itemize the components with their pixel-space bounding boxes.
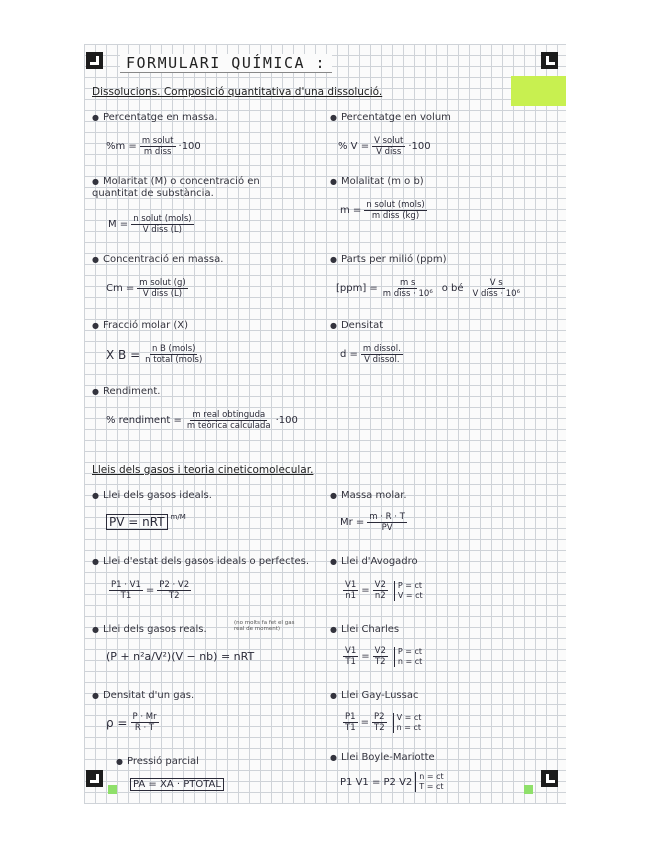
formula-lhs: %m = <box>106 141 137 152</box>
denominator: T2 <box>168 591 180 601</box>
numerator: P2 · V2 <box>159 580 190 590</box>
numerator: n B (mols) <box>151 344 196 354</box>
condition: V = ct <box>397 590 423 600</box>
numerator: m s <box>400 278 416 288</box>
formula-lhs: m = <box>340 205 362 216</box>
denominator: m diss · 10⁶ <box>382 289 433 299</box>
item-gasos-ideals: ● Llei dels gasos ideals. <box>92 490 212 501</box>
formula-concentracio-massa <box>106 278 191 299</box>
numerator: V1 <box>345 646 357 656</box>
numerator: P · Mr <box>132 712 157 722</box>
item-ppm: ● Parts per milió (ppm) <box>330 254 447 265</box>
condition: T = ct <box>419 782 444 791</box>
green-mark <box>108 785 117 794</box>
fraction <box>109 580 143 601</box>
formula-lhs: [ppm] = <box>336 283 378 294</box>
fraction <box>372 712 387 733</box>
formula-equation: P1 V1 = P2 V2 <box>340 776 413 788</box>
corner-marker-icon <box>86 770 103 787</box>
item-concentracio-massa: ● Concentració en massa. <box>92 254 224 265</box>
numerator: m real obtinguda <box>192 410 266 420</box>
fraction <box>185 410 273 431</box>
conditions <box>394 581 423 601</box>
formula-lhs: Cm = <box>106 283 135 294</box>
equals-sign: = <box>361 585 370 596</box>
formula-tail: ·100 <box>178 141 201 152</box>
numerator: P1 · V1 <box>111 580 141 590</box>
formula-estat-gasos <box>106 580 194 601</box>
corner-marker-icon <box>541 52 558 69</box>
item-densitat: ● Densitat <box>330 320 384 331</box>
denominator: R · T <box>134 723 155 733</box>
formula-densitat <box>340 344 406 365</box>
fraction <box>137 278 187 299</box>
formula-tail: ·100 <box>275 415 298 426</box>
item-label: Concentració en massa. <box>102 254 224 265</box>
fraction <box>140 136 176 157</box>
formula-percentatge-volum <box>338 136 431 157</box>
denominator: T2 <box>374 657 386 667</box>
formula-lhs: d = <box>340 349 358 360</box>
item-label: Llei d'Avogadro <box>340 556 418 567</box>
formula-lhs: X B = <box>106 347 141 362</box>
item-label: Massa molar. <box>340 490 407 501</box>
denominator: T1 <box>120 591 132 601</box>
formula-equation: (P + n²a/V²)(V − nb) = nRT <box>106 650 255 663</box>
formula-lhs: Mr = <box>340 517 365 528</box>
numerator: V2 <box>374 646 386 656</box>
numerator: m solut (g) <box>139 278 186 288</box>
condition: n = ct <box>397 656 423 666</box>
denominator: n1 <box>345 591 357 601</box>
fraction <box>343 646 358 667</box>
formula-molaritat <box>108 214 197 235</box>
item-gasos-reals: ● Llei dels gasos reals. <box>92 624 207 635</box>
formula-boyle <box>340 772 444 792</box>
denominator: m teòrica calculada <box>186 421 271 431</box>
item-label: Densitat <box>340 320 384 331</box>
fraction <box>157 580 191 601</box>
denominator: n total (mols) <box>145 355 203 365</box>
denominator: V diss (L) <box>142 225 182 235</box>
item-label: Parts per milió (ppm) <box>340 254 447 265</box>
fraction <box>372 136 405 157</box>
item-label: Llei d'estat dels gasos ideals o perfectes. <box>102 556 310 567</box>
corner-marker-icon <box>541 770 558 787</box>
denominator: PV <box>381 523 393 533</box>
equals-sign: = <box>360 717 369 728</box>
equals-sign: = <box>361 651 370 662</box>
fraction <box>131 214 193 235</box>
section-dissolucions: Dissolucions. Composició quantitativa d'una dissolució. <box>92 86 383 98</box>
condition: V = ct <box>396 712 422 722</box>
item-label: Llei dels gasos reals. <box>102 624 207 635</box>
item-label: Pressió parcial <box>126 756 199 767</box>
formula-tail: ·100 <box>408 141 431 152</box>
item-label: Fracció molar (X) <box>102 320 189 331</box>
item-label: Molaritat (M) o concentració en quantitat de substància. <box>92 176 260 199</box>
item-percentatge-volum: ● Percentatge en volum <box>330 112 451 123</box>
formula-ppm <box>336 278 525 299</box>
formula-lhs: % rendiment = <box>106 415 182 426</box>
item-label: Densitat d'un gas. <box>102 690 195 701</box>
formula-pressio-parcial <box>130 778 224 791</box>
formula-gay-lussac <box>340 712 421 733</box>
item-massa-molar: ● Massa molar. <box>330 490 407 501</box>
formula-massa-molar <box>340 512 410 533</box>
formula-rendiment <box>106 410 298 431</box>
numerator: P2 <box>374 712 385 722</box>
item-rendiment: ● Rendiment. <box>92 386 161 397</box>
item-label: Llei Boyle-Mariotte <box>340 752 435 763</box>
formula-gasos-reals <box>106 650 254 663</box>
fraction <box>131 712 159 733</box>
item-molalitat: ● Molalitat (m o b) <box>330 176 424 187</box>
fraction <box>343 712 358 733</box>
page-title: FORMULARI QUÍMICA : <box>120 54 332 73</box>
numerator: V solut <box>374 136 404 146</box>
conditions <box>393 713 422 733</box>
item-label: Rendiment. <box>102 386 161 397</box>
gasos-reals-note: (no molts fa fet el gas real de moment) <box>234 620 295 632</box>
section-gasos: Lleis dels gasos i teoria cineticomolecular. <box>92 464 314 476</box>
item-molaritat: ● Molaritat (M) o concentració en quantitat de substància. <box>92 176 260 199</box>
item-label: Llei dels gasos ideals. <box>102 490 212 501</box>
denominator: V diss <box>376 147 402 157</box>
conditions <box>415 772 443 792</box>
condition: n = ct <box>396 722 422 732</box>
item-label: Llei Gay-Lussac <box>340 690 419 701</box>
denominator: V diss (L) <box>142 289 183 299</box>
numerator: V s <box>489 278 503 288</box>
numerator: m dissol. <box>362 344 401 354</box>
equals-sign: = <box>145 585 155 596</box>
item-label: Llei Charles <box>340 624 400 635</box>
condition: P = ct <box>397 646 423 656</box>
item-label: Percentatge en massa. <box>102 112 218 123</box>
numerator: V1 <box>345 580 357 590</box>
formula-densitat-gas <box>106 712 162 733</box>
formula-lhs: ρ = <box>106 715 128 730</box>
item-estat-gasos: ● Llei d'estat dels gasos ideals o perfectes. <box>92 556 310 567</box>
fraction <box>373 580 388 601</box>
numerator: n solut (mols) <box>366 200 425 210</box>
fraction <box>143 344 204 365</box>
fraction <box>364 200 426 221</box>
numerator: P1 <box>345 712 356 722</box>
green-mark <box>524 785 533 794</box>
corner-marker-icon <box>86 52 103 69</box>
condition: n = ct <box>419 772 444 781</box>
fraction <box>373 646 388 667</box>
numerator: n solut (mols) <box>133 214 192 224</box>
formula-gasos-ideals <box>106 514 186 530</box>
formula-or: o bé <box>441 283 464 294</box>
denominator: m diss (kg) <box>371 211 420 221</box>
formula-boxed: PA = XA · PTOTAL <box>130 778 224 791</box>
item-avogadro: ● Llei d'Avogadro <box>330 556 418 567</box>
item-label: Molalitat (m o b) <box>340 176 424 187</box>
formula-avogadro <box>340 580 423 601</box>
fraction <box>381 278 435 299</box>
fraction <box>471 278 522 299</box>
sticky-note <box>511 76 566 106</box>
formula-fraccio-molar <box>106 344 207 365</box>
denominator: T1 <box>345 723 356 733</box>
formula-percentatge-massa <box>106 136 201 157</box>
fraction <box>361 344 403 365</box>
item-label: Percentatge en volum <box>340 112 451 123</box>
formula-note: m/M <box>170 513 186 521</box>
formula-boxed: PV = nRT <box>106 514 168 530</box>
fraction <box>343 580 358 601</box>
formula-molalitat <box>340 200 430 221</box>
item-gay-lussac: ● Llei Gay-Lussac <box>330 690 419 701</box>
item-boyle: ● Llei Boyle-Mariotte <box>330 752 435 763</box>
denominator: V diss · 10⁶ <box>472 289 520 299</box>
item-pressio-parcial: ● Pressió parcial <box>116 756 199 767</box>
denominator: T2 <box>374 723 385 733</box>
denominator: V dissol. <box>364 355 400 365</box>
item-percentatge-massa: ● Percentatge en massa. <box>92 112 218 123</box>
conditions <box>394 647 422 667</box>
condition: P = ct <box>397 580 423 590</box>
item-fraccio-molar: ● Fracció molar (X) <box>92 320 189 331</box>
formula-lhs: M = <box>108 219 129 230</box>
denominator: n2 <box>374 591 386 601</box>
denominator: m diss <box>143 147 172 157</box>
numerator: m solut <box>141 136 174 146</box>
denominator: T1 <box>345 657 356 667</box>
item-densitat-gas: ● Densitat d'un gas. <box>92 690 195 701</box>
numerator: m · R · T <box>369 512 405 522</box>
item-charles: ● Llei Charles <box>330 624 400 635</box>
formula-lhs: % V = <box>338 141 370 152</box>
fraction <box>367 512 407 533</box>
numerator: V2 <box>374 580 386 590</box>
formula-charles <box>340 646 422 667</box>
